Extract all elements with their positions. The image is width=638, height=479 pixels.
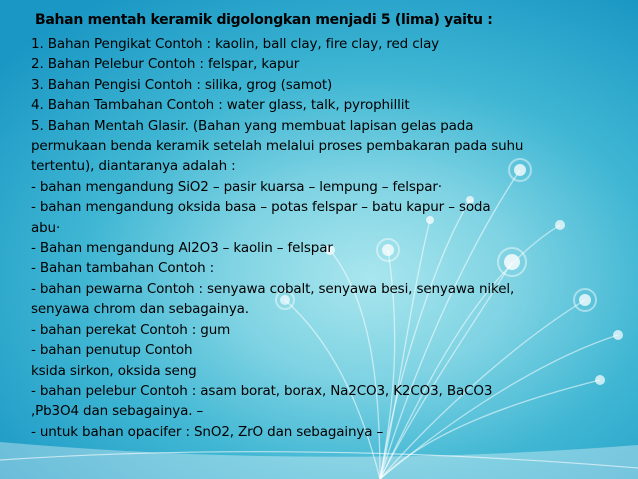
body-line: - bahan mengandung SiO2 – pasir kuarsa – lempung – felspar· — [31, 178, 442, 195]
slide-title: Bahan mentah keramik digolongkan menjadi 5 (lima) yaitu : — [35, 12, 493, 28]
body-line: - untuk bahan opacifer : SnO2, ZrO dan sebagainya – — [31, 423, 384, 440]
slide-body — [31, 34, 636, 442]
body-line: - bahan mengandung oksida basa – potas felspar – batu kapur – soda — [31, 199, 491, 216]
body-line: abu· — [31, 219, 61, 236]
body-line: - bahan penutup Contoh — [31, 342, 193, 359]
body-line: tertentu), diantaranya adalah : — [31, 158, 236, 175]
body-line: 3. Bahan Pengisi Contoh : silika, grog (samot) — [31, 76, 333, 93]
body-line: permukaan benda keramik setelah melalui proses pembakaran pada suhu — [31, 138, 524, 155]
body-line: 4. Bahan Tambahan Contoh : water glass, talk, pyrophillit — [31, 97, 410, 114]
body-line: 1. Bahan Pengikat Contoh : kaolin, ball clay, fire clay, red clay — [31, 36, 440, 52]
body-line: - bahan pelebur Contoh : asam borat, borax, Na2CO3, K2CO3, BaCO3 — [31, 382, 493, 399]
body-line: - bahan perekat Contoh : gum — [31, 321, 231, 338]
body-line: - Bahan tambahan Contoh : — [31, 260, 215, 277]
body-line: 2. Bahan Pelebur Contoh : felspar, kapur — [31, 56, 300, 73]
body-line: ksida sirkon, oksida seng — [31, 362, 197, 379]
body-line: senyawa chrom dan sebagainya. — [31, 301, 249, 318]
body-line: 5. Bahan Mentah Glasir. (Bahan yang membuat lapisan gelas pada — [31, 117, 474, 134]
body-line: - bahan pewarna Contoh : senyawa cobalt, senyawa besi, senyawa nikel, — [31, 280, 515, 297]
body-line: - Bahan mengandung Al2O3 – kaolin – felspar — [31, 240, 333, 257]
body-line: ,Pb3O4 dan sebagainya. – — [31, 403, 204, 420]
